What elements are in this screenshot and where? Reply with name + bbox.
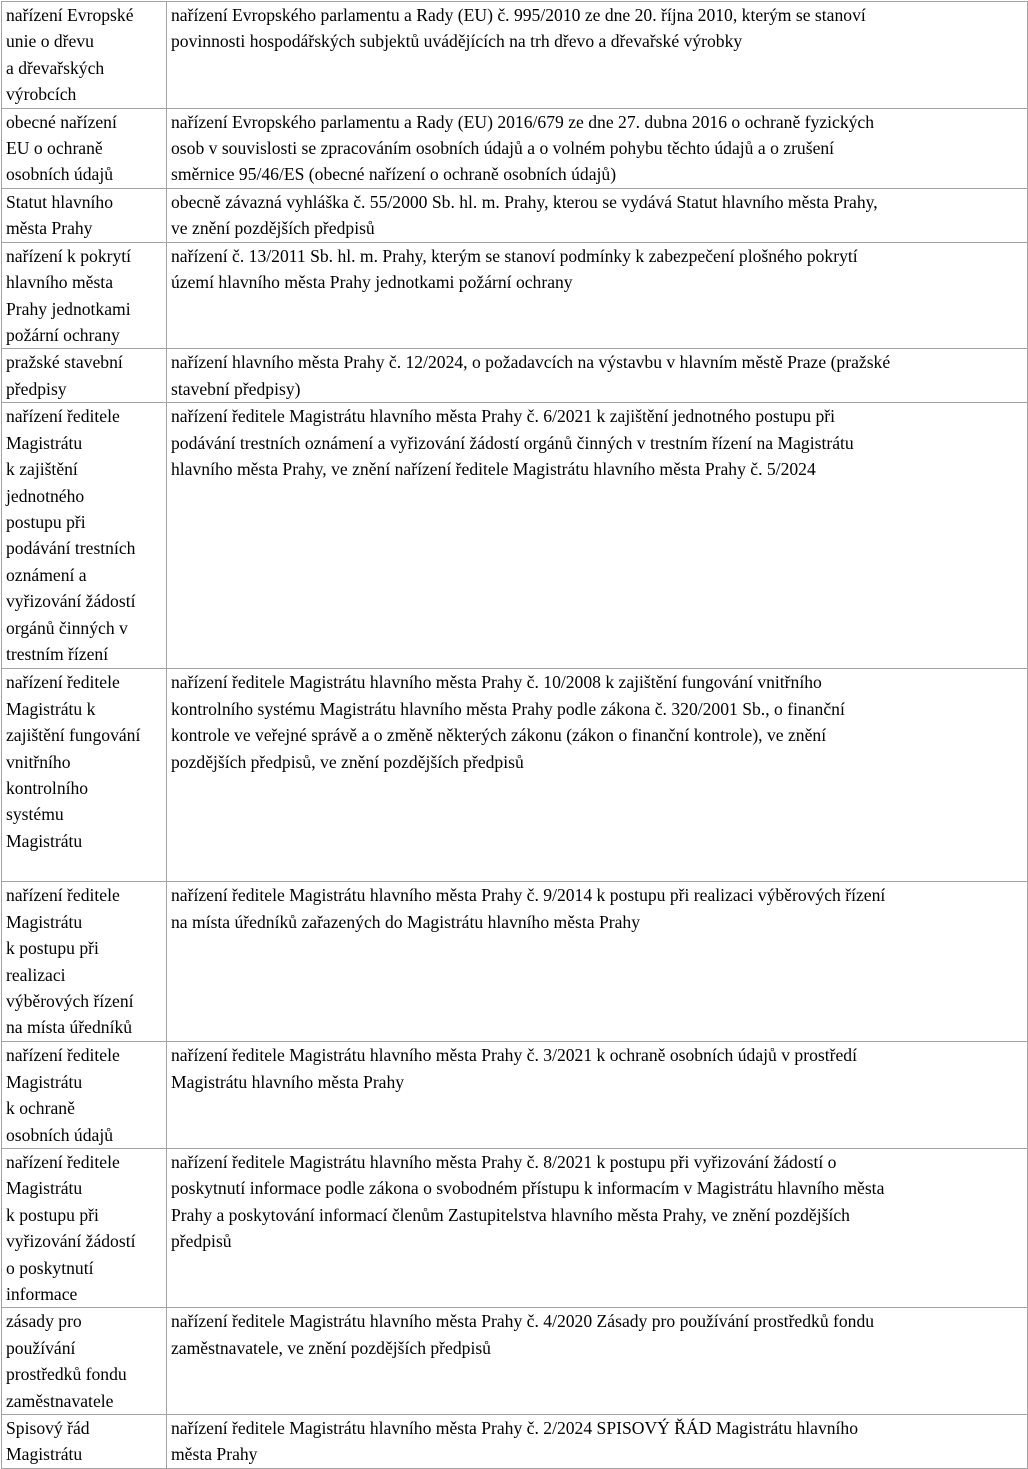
definition-cell: nařízení ředitele Magistrátu hlavního města Prahy č. 4/2020 Zásady pro používání prostředků fondu zaměstnavatele, ve znění pozdějších předpisů	[167, 1308, 1028, 1415]
term-cell: nařízení ředitele Magistrátu k postupu při vyřizování žádostí o poskytnutí informace	[2, 1148, 167, 1307]
definition-cell: nařízení ředitele Magistrátu hlavního města Prahy č. 9/2014 k postupu při realizaci výběrových řízení na místa úředníků zařazených do Magistrátu hlavního města Prahy	[167, 882, 1028, 1042]
definition-cell: nařízení hlavního města Prahy č. 12/2024, o požadavcích na výstavbu v hlavním městě Praze (pražské stavební předpisy)	[167, 349, 1028, 403]
term-cell: Spisový řád Magistrátu	[2, 1414, 167, 1468]
definition-cell: nařízení Evropského parlamentu a Rady (EU) č. 995/2010 ze dne 20. října 2010, kterým se stanoví povinnosti hospodářských subjektů uvádějících na trh dřevo a dřevařské výrobky	[167, 2, 1028, 109]
table-row	[2, 349, 1028, 403]
table-row	[2, 403, 1028, 669]
term-cell: nařízení Evropské unie o dřevu a dřevařských výrobcích	[2, 2, 167, 109]
table-row	[2, 108, 1028, 188]
term-cell: obecné nařízení EU o ochraně osobních údajů	[2, 108, 167, 188]
table-row	[2, 1148, 1028, 1307]
table-row	[2, 1414, 1028, 1468]
definition-cell: nařízení ředitele Magistrátu hlavního města Prahy č. 2/2024 SPISOVÝ ŘÁD Magistrátu hlavního města Prahy	[167, 1414, 1028, 1468]
table-row	[2, 1308, 1028, 1415]
definition-cell: nařízení č. 13/2011 Sb. hl. m. Prahy, kterým se stanoví podmínky k zabezpečení plošného pokrytí území hlavního města Prahy jednotkami požární ochrany	[167, 242, 1028, 349]
table-row	[2, 669, 1028, 882]
definitions-table	[1, 1, 1028, 1469]
term-cell: nařízení ředitele Magistrátu k zajištění jednotného postupu při podávání trestních oznámení a vyřizování žádostí orgánů činných v trestním řízení	[2, 403, 167, 669]
term-cell: zásady pro používání prostředků fondu zaměstnavatele	[2, 1308, 167, 1415]
definition-cell: nařízení ředitele Magistrátu hlavního města Prahy č. 6/2021 k zajištění jednotného postupu při podávání trestních oznámení a vyřizování žádostí orgánů činných v trestním řízení na Magistrátu hlavního města Prahy, ve znění nařízení ředitele Magistrátu hlavního města Prahy č. 5/2024	[167, 403, 1028, 669]
term-cell: nařízení ředitele Magistrátu k ochraně osobních údajů	[2, 1042, 167, 1149]
table-row	[2, 1042, 1028, 1149]
table-row	[2, 242, 1028, 349]
term-cell: nařízení ředitele Magistrátu k zajištění fungování vnitřního kontrolního systému Magistrátu	[2, 669, 167, 882]
table-row	[2, 188, 1028, 242]
definition-cell: obecně závazná vyhláška č. 55/2000 Sb. hl. m. Prahy, kterou se vydává Statut hlavního města Prahy, ve znění pozdějších předpisů	[167, 188, 1028, 242]
definition-cell: nařízení Evropského parlamentu a Rady (EU) 2016/679 ze dne 27. dubna 2016 o ochraně fyzických osob v souvislosti se zpracováním osobních údajů a o volném pohybu těchto údajů a o zrušení směrnice 95/46/ES (obecné nařízení o ochraně osobních údajů)	[167, 108, 1028, 188]
table-row	[2, 2, 1028, 109]
definition-cell: nařízení ředitele Magistrátu hlavního města Prahy č. 3/2021 k ochraně osobních údajů v prostředí Magistrátu hlavního města Prahy	[167, 1042, 1028, 1149]
definition-cell: nařízení ředitele Magistrátu hlavního města Prahy č. 10/2008 k zajištění fungování vnitřního kontrolního systému Magistrátu hlavního města Prahy podle zákona č. 320/2001 Sb., o finanční kontrole ve veřejné správě a o změně některých zákonu (zákon o finanční kontrole), ve znění pozdějších předpisů, ve znění pozdějších předpisů	[167, 669, 1028, 882]
term-cell: pražské stavební předpisy	[2, 349, 167, 403]
term-cell: nařízení ředitele Magistrátu k postupu při realizaci výběrových řízení na místa úředníků	[2, 882, 167, 1042]
definition-cell: nařízení ředitele Magistrátu hlavního města Prahy č. 8/2021 k postupu při vyřizování žádostí o poskytnutí informace podle zákona o svobodném přístupu k informacím v Magistrátu hlavního města Prahy a poskytování informací členům Zastupitelstva hlavního města Prahy, ve znění pozdějších předpisů	[167, 1148, 1028, 1307]
term-cell: nařízení k pokrytí hlavního města Prahy jednotkami požární ochrany	[2, 242, 167, 349]
term-cell: Statut hlavního města Prahy	[2, 188, 167, 242]
table-row	[2, 882, 1028, 1042]
